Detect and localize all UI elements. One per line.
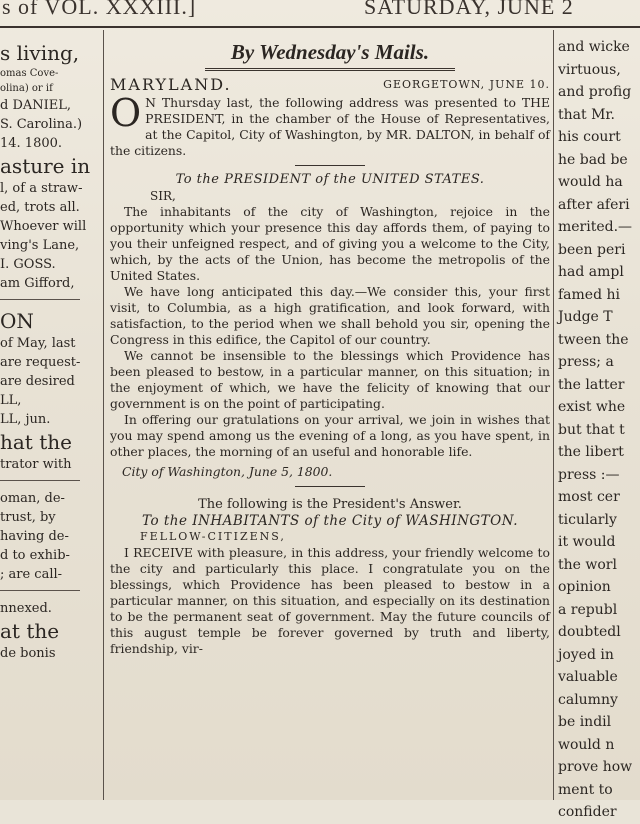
left-column-line: ving's Lane, (0, 238, 80, 253)
left-column-line: of May, last (0, 336, 76, 351)
left-column-line: Whoever will (0, 219, 87, 234)
left-column-line: am Gifford, (0, 276, 75, 291)
address-paragraph: We have long anticipated this day.—We consider this, your first visit, to Columbia, as a high gratification, and look forward, with satisfaction, to the period when we shall behold you sir, opening the Congress in this edifice, the Capitol of our country. (110, 284, 550, 347)
left-column-line: trust, by (0, 510, 56, 525)
left-column-line: having de- (0, 529, 69, 544)
right-column-line: the libert (558, 444, 624, 460)
left-column-line: nnexed. (0, 601, 52, 616)
dateline-place: GEORGETOWN, JUNE 10. (383, 78, 550, 91)
right-column-line: after aferi (558, 196, 630, 213)
salutation: SIR, (150, 189, 176, 203)
left-column-line: asture in (0, 154, 91, 178)
left-column-line: omas Cove- (0, 68, 59, 79)
right-column-line: been peri (558, 241, 626, 258)
right-column-line: valuable (558, 669, 618, 685)
right-column-line: press :— (558, 466, 620, 483)
answer-intro: The following is the President's Answer. (198, 497, 462, 512)
left-column-line: trator with (0, 457, 72, 472)
divider (295, 165, 365, 166)
right-column-line: tween the (558, 331, 629, 348)
left-column-line: are request- (0, 355, 81, 370)
right-column-line: the worl (558, 556, 617, 573)
heading-rule (205, 68, 455, 71)
left-column-line: olina) or if (0, 83, 53, 94)
address-paragraph: We cannot be insensible to the blessings which Providence has been pleased to bestow, in a particular manner, on this situation; in the enjoyment of which, we have the felicity of knowing that our government is on the point of participating. (110, 348, 550, 411)
address-signature: City of Washington, June 5, 1800. (122, 464, 333, 479)
right-column-line: his court (558, 129, 621, 145)
right-column (558, 36, 640, 820)
column-divider (0, 590, 80, 591)
right-column-line: that Mr. (558, 106, 616, 123)
left-column-line: LL, (0, 393, 22, 408)
left-column-line: s living, (0, 41, 80, 65)
left-column-line: oman, de- (0, 491, 65, 506)
address-heading: To the PRESIDENT of the UNITED STATES. (175, 172, 485, 187)
right-column-line: the latter (558, 376, 625, 393)
answer-paragraph: I RECEIVE with pleasure, in this address, your friendly welcome to the city and particularly this place. I congratulate you on the blessings, which Providence has been pleased to bestow in a particular manner, on this situation, and especially on its destination to be the permanent seat of government. May the future councils of this august temple be forever governed by truth and liberty, friendship, vir- (110, 545, 550, 656)
right-column-line: exist whe (558, 399, 626, 415)
left-column-line: d DANIEL, (0, 98, 72, 113)
section-heading: By Wednesday's Mails. (230, 40, 430, 64)
lead-paragraph (110, 91, 550, 159)
right-column-line: most cer (558, 489, 620, 505)
left-column-line: l, of a straw- (0, 181, 83, 196)
right-column-line: would ha (558, 174, 623, 190)
left-column-line: I. GOSS. (0, 257, 56, 272)
column-rule-left (103, 30, 104, 800)
column-divider (0, 480, 80, 481)
right-column-line: be indil (558, 714, 612, 730)
left-column-line: ; are call- (0, 567, 63, 582)
column-divider (0, 299, 80, 300)
left-column-line: de bonis (0, 646, 56, 661)
right-column-line: had ampl (558, 264, 624, 280)
right-column-line: ment to (558, 781, 613, 798)
right-column-line: but that t (558, 421, 625, 438)
masthead (0, 0, 640, 28)
answer-salutation: FELLOW-CITIZENS, (140, 530, 286, 543)
right-column-line: opinion (558, 579, 611, 595)
left-column (0, 40, 96, 800)
right-column-line: prove how (558, 759, 633, 775)
right-column-line: and wicke (558, 39, 630, 55)
right-column-line: would n (558, 736, 615, 753)
volume-label: s of VOL. XXXIII.] (2, 0, 197, 19)
right-column-line: confider (558, 804, 617, 820)
left-column-line: hat the (0, 430, 72, 454)
dateline (110, 77, 550, 95)
left-column-line: LL, jun. (0, 412, 51, 427)
main-column (110, 36, 550, 800)
divider (295, 486, 365, 487)
right-column-line: and profig (558, 84, 632, 100)
answer-heading: To the INHABITANTS of the City of WASHINGTON. (141, 513, 518, 529)
address-paragraph: In offering our gratulations on your arrival, we join in wishes that you may spend among us the evening of a long, as you have spent, in other places, the morning of an useful and honorable life. (110, 412, 550, 459)
left-column-line: at the (0, 619, 60, 643)
left-column-line: are desired (0, 374, 75, 389)
right-column-line: merited.— (558, 219, 633, 235)
drop-cap: O (110, 91, 142, 135)
right-column-line: ticularly (558, 511, 617, 528)
right-column-line: Judge T (558, 309, 613, 325)
date-label: SATURDAY, JUNE 2 (364, 0, 574, 19)
right-column-line: joyed in (558, 646, 614, 663)
right-column-line: calumny (558, 691, 618, 708)
left-column-line: ON (0, 309, 34, 333)
left-column-line: d to exhib- (0, 548, 70, 563)
lead-text: N Thursday last, the following address was presented to THE PRESIDENT, in the chamber of the House of Representatives, at the Capitol, City of Washington, by MR. DALTON, in behalf of the citizens. (110, 95, 550, 158)
left-column-line: 14. 1800. (0, 136, 63, 151)
right-column-line: it would (558, 534, 616, 550)
dateline-state: MARYLAND. (110, 75, 232, 94)
right-column-line: he bad be (558, 151, 628, 168)
address-paragraph: The inhabitants of the city of Washington, rejoice in the opportunity which your presence this day affords them, of paying to you their unfeigned respect, and of giving you a welcome to the City, which, by the acts of the Union, has become the metropolis of the United States. (110, 204, 550, 283)
column-rule-right (553, 30, 554, 800)
right-column-line: virtuous, (558, 61, 621, 78)
right-column-line: a republ (558, 601, 618, 618)
left-column-line: S. Carolina.) (0, 117, 83, 132)
right-column-line: press; a (558, 354, 614, 370)
left-column-line: ed, trots all. (0, 200, 80, 215)
right-column-line: doubtedl (558, 624, 621, 640)
right-column-line: famed hi (558, 286, 620, 303)
